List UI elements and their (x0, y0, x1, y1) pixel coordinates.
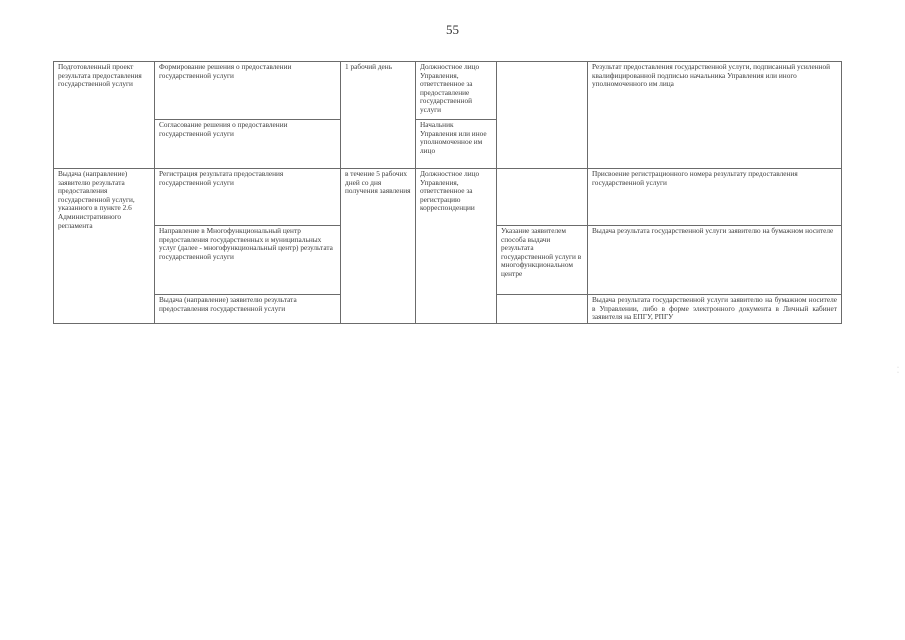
basis-cell: Подготовленный проект результата предоставления государственной услуги (54, 62, 155, 169)
action-cell: Направление в Многофункциональный центр предоставления государственных и муниципальных услуг (далее - многофункциональный центр) результата государственной услуги (155, 226, 341, 295)
action-cell: Формирование решения о предоставлении государственной услуги (155, 62, 341, 120)
place-cell (497, 169, 588, 226)
scan-artifact: · · (897, 365, 899, 376)
outcome-cell: Результат предоставления государственной услуги, подписанный усиленной квалифицированной подписью начальника Управления или иного уполномоченного им лица (588, 62, 842, 169)
responsible-cell: Должностное лицо Управления, ответственное за регистрацию корреспонденции (416, 169, 497, 324)
outcome-cell: Присвоение регистрационного номера результату предоставления государственной услуги (588, 169, 842, 226)
action-cell: Регистрация результата предоставления государственной услуги (155, 169, 341, 226)
outcome-cell: Выдача результата государственной услуги заявителю на бумажном носителе в Управлении, либо в форме электронного документа в Личный кабинет заявителя на ЕПГУ, РПГУ (588, 295, 842, 324)
place-cell: Указание заявителем способа выдачи результата государственной услуги в многофункциональном центре (497, 226, 588, 295)
responsible-cell: Начальник Управления или иное уполномоченное им лицо (416, 120, 497, 169)
outcome-cell: Выдача результата государственной услуги заявителю на бумажном носителе (588, 226, 842, 295)
action-cell: Согласование решения о предоставлении государственной услуги (155, 120, 341, 169)
responsible-cell: Должностное лицо Управления, ответственное за предоставление государственной услуги (416, 62, 497, 120)
term-cell: 1 рабочий день (341, 62, 416, 169)
basis-cell: Выдача (направление) заявителю результата предоставления государственной услуги, указанного в пункте 2.6 Административного регламента (54, 169, 155, 324)
page-number: 55 (446, 22, 459, 37)
action-cell: Выдача (направление) заявителю результата предоставления государственной услуги (155, 295, 341, 324)
procedure-table (53, 61, 842, 324)
place-cell (497, 295, 588, 324)
table-row (54, 169, 842, 226)
place-cell (497, 62, 588, 169)
table-row (54, 62, 842, 120)
term-cell: в течение 5 рабочих дней со дня получения заявления (341, 169, 416, 324)
